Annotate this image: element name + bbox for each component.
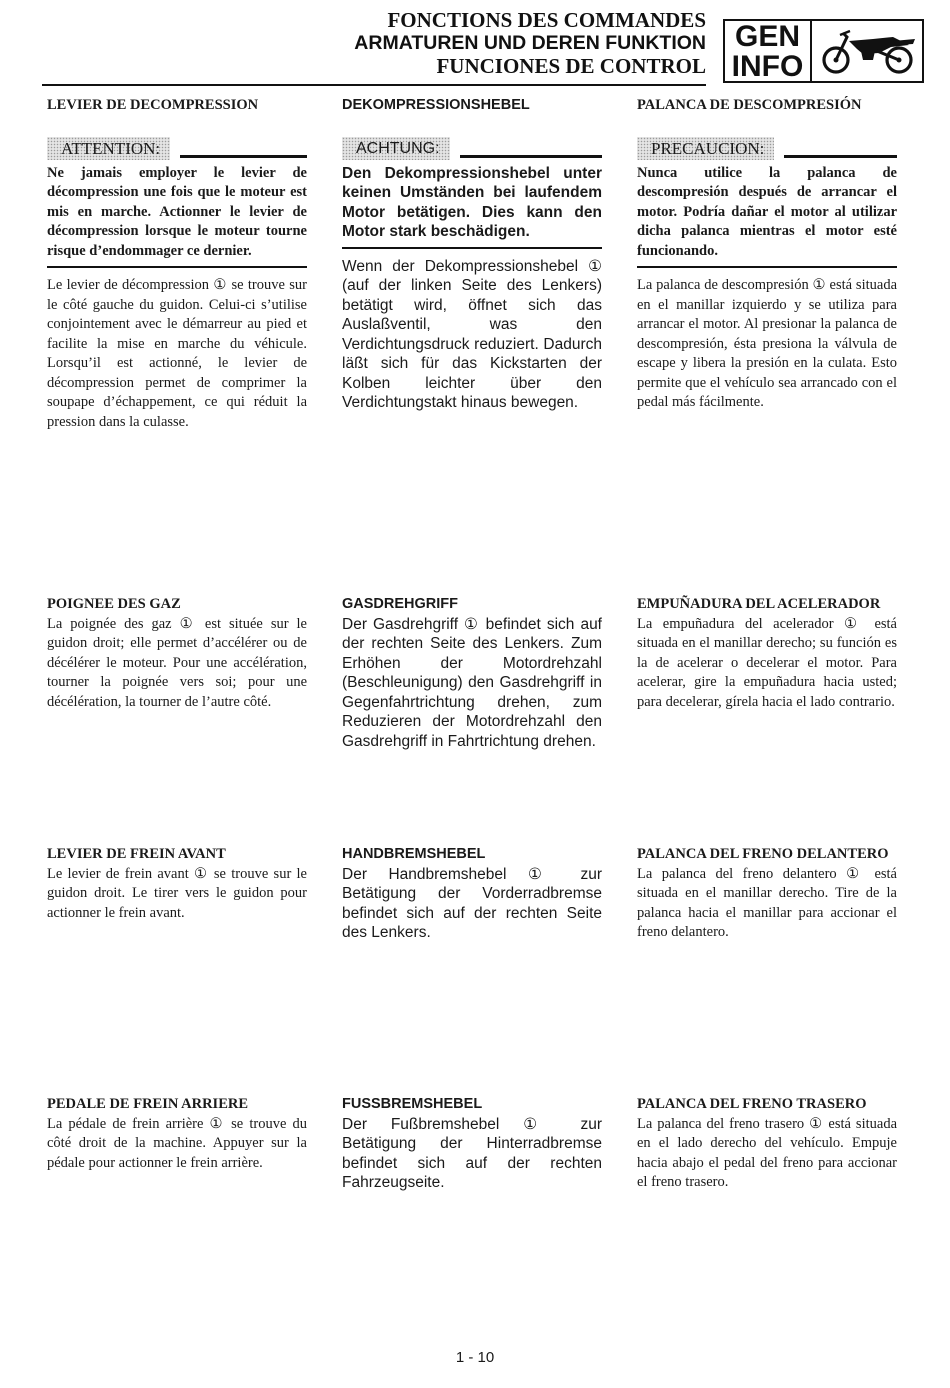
throttle-es-heading: EMPUÑADURA DEL ACELERADOR <box>637 596 881 612</box>
caution-text-es: Nunca utilice la palanca de descompresión después de arrancar el motor. Podría dañar el motor al utilizar dicha palanca mientras el motor esté funcionando. <box>637 164 897 259</box>
decompression-es-block <box>637 96 897 413</box>
decompression-fr-block <box>47 96 307 432</box>
header-title-es: FUNCIONES DE CONTROL <box>436 54 706 78</box>
rear-brake-fr-body: La pédale de frein arrière ① se trouve du côté droit de la machine. Appuyer sur la pédale pour actionner le frein arrière. <box>47 1115 307 1171</box>
rear-brake-es-body: La palanca del freno trasero ① está situada en el lado derecho del vehículo. Empuje hacia abajo el pedal del freno para accionar el freno trasero. <box>637 1115 897 1190</box>
rear-brake-fr-block <box>47 1095 307 1173</box>
caution-end-rule <box>342 247 602 249</box>
page-number: 1 - 10 <box>455 1349 495 1366</box>
rear-brake-de-heading: FUSSBREMSHEBEL <box>342 1096 483 1112</box>
caution-end-rule <box>637 266 897 268</box>
front-brake-de-body: Der Handbremshebel ① zur Betätigung der Vorderradbremse befindet sich auf der rechten Seite des Lenkers. <box>342 865 602 941</box>
motorcycle-icon <box>817 27 919 77</box>
caution-rule <box>784 155 897 158</box>
throttle-fr-heading: POIGNEE DES GAZ <box>47 596 181 612</box>
header-title-fr: FONCTIONS DES COMMANDES <box>387 8 706 32</box>
front-brake-fr-block <box>47 845 307 923</box>
badge-divider <box>810 21 812 81</box>
throttle-fr-body: La poignée des gaz ① est située sur le guidon droit; elle permet d’accélérer ou de décélérer le moteur. Pour une accélération, tourner la poignée vers soi; pour une décélération, la tourner de l’autre côté. <box>47 615 307 710</box>
caution-label-de: ACHTUNG: <box>342 137 450 160</box>
front-brake-de-heading: HANDBREMSHEBEL <box>342 846 486 862</box>
caution-rule <box>460 155 602 158</box>
throttle-de-block <box>342 595 602 751</box>
front-brake-fr-body: Le levier de frein avant ① se trouve sur le guidon droit. Le tirer vers le guidon pour actionner le frein avant. <box>47 865 307 921</box>
front-brake-es-block <box>637 845 897 943</box>
caution-header-fr <box>47 136 307 160</box>
caution-header-de <box>342 136 602 160</box>
caution-header-es <box>637 136 897 160</box>
front-brake-es-heading: PALANCA DEL FRENO DELANTERO <box>637 846 889 862</box>
rear-brake-de-body: Der Fußbremshebel ① zur Betätigung der Hinterradbremse befindet sich auf der rechten Fahrzeugseite. <box>342 1115 602 1191</box>
throttle-de-body: Der Gasdrehgriff ① befindet sich auf der rechten Seite des Lenkers. Zum Erhöhen der Motordrehzahl (Beschleunigung) den Gasdrehgriff in Gegenfahrtrichtung drehen, zum Reduzieren der Motordrehzahl den Gasdrehgriff in Fahrtrichtung drehen. <box>342 615 602 750</box>
caution-text-de: Den Dekompressionshebel unter keinen Umständen bei laufendem Motor betätigen. Dies kann den Motor stark beschädigen. <box>342 164 602 240</box>
throttle-fr-block <box>47 595 307 712</box>
rear-brake-fr-heading: PEDALE DE FREIN ARRIERE <box>47 1096 249 1112</box>
caution-rule <box>180 155 307 158</box>
badge-line-2: INFO <box>731 50 804 83</box>
decompression-de-body: Wenn der Dekompressionshebel ① (auf der linken Seite des Lenkers) betätigt wird, öffnet sich das Auslaßventil, was den Verdichtungsdruck reduziert. Dadurch läßt sich für das Kickstarten der Kolben leichter über den Verdichtungstakt hinaus bewegen. <box>342 257 602 411</box>
decompression-fr-body: Le levier de décompression ① se trouve sur le côté gauche du guidon. Celui-ci s’utilise conjointement avec le démarreur au pied et facilite la mise en marche du véhicule. Lorsqu’il est actionné, le levier de décompression permet de comprimer la soupape d’échappement, ce qui réduit la pression dans la culasse. <box>47 277 307 430</box>
decompression-fr-heading: LEVIER DE DECOMPRESSION <box>47 97 259 113</box>
caution-text-fr: Ne jamais employer le levier de décompression une fois que le moteur est mis en marche. Actionner le levier de décompression lorsque le moteur tourne risque d’endommager ce dernier. <box>47 164 307 259</box>
rear-brake-de-block <box>342 1095 602 1193</box>
decompression-es-body: La palanca de descompresión ① está situada en el manillar izquierdo y se utiliza para arrancar el motor. Al presionar la palanca de descompresión, ésta presiona la válvula de escape y libera la presión en la culata. Esto permite que el vehículo sea arrancado con el pedal más fácilmente. <box>637 277 897 410</box>
header-title-de: ARMATUREN UND DEREN FUNKTION <box>354 32 706 54</box>
caution-label-fr: ATTENTION: <box>47 137 170 160</box>
badge-line-1: GEN <box>734 20 800 53</box>
decompression-de-block <box>342 96 602 413</box>
page-header-titles <box>354 9 706 78</box>
front-brake-fr-heading: LEVIER DE FREIN AVANT <box>47 846 226 862</box>
front-brake-de-block <box>342 845 602 943</box>
decompression-de-heading: DEKOMPRESSIONSHEBEL <box>342 97 530 113</box>
throttle-de-heading: GASDREHGRIFF <box>342 596 458 612</box>
throttle-es-block <box>637 595 897 712</box>
header-rule <box>42 84 706 86</box>
front-brake-es-body: La palanca del freno delantero ① está situada en el manillar derecho. Tire de la palanca hacia el manillar para accionar el freno delantero. <box>637 865 897 940</box>
gen-info-badge <box>723 19 924 83</box>
caution-end-rule <box>47 266 307 268</box>
rear-brake-es-heading: PALANCA DEL FRENO TRASERO <box>637 1096 867 1112</box>
decompression-es-heading: PALANCA DE DESCOMPRESIÓN <box>637 97 862 113</box>
rear-brake-es-block <box>637 1095 897 1193</box>
throttle-es-body: La empuñadura del acelerador ① está situada en el manillar derecho; su función es la de acelerar o decelerar el motor. Para acelerar, gire la empuñadura hacia usted; para decelerar, gírela hacia el lado contrario. <box>637 615 897 710</box>
caution-label-es: PRECAUCION: <box>637 137 774 160</box>
